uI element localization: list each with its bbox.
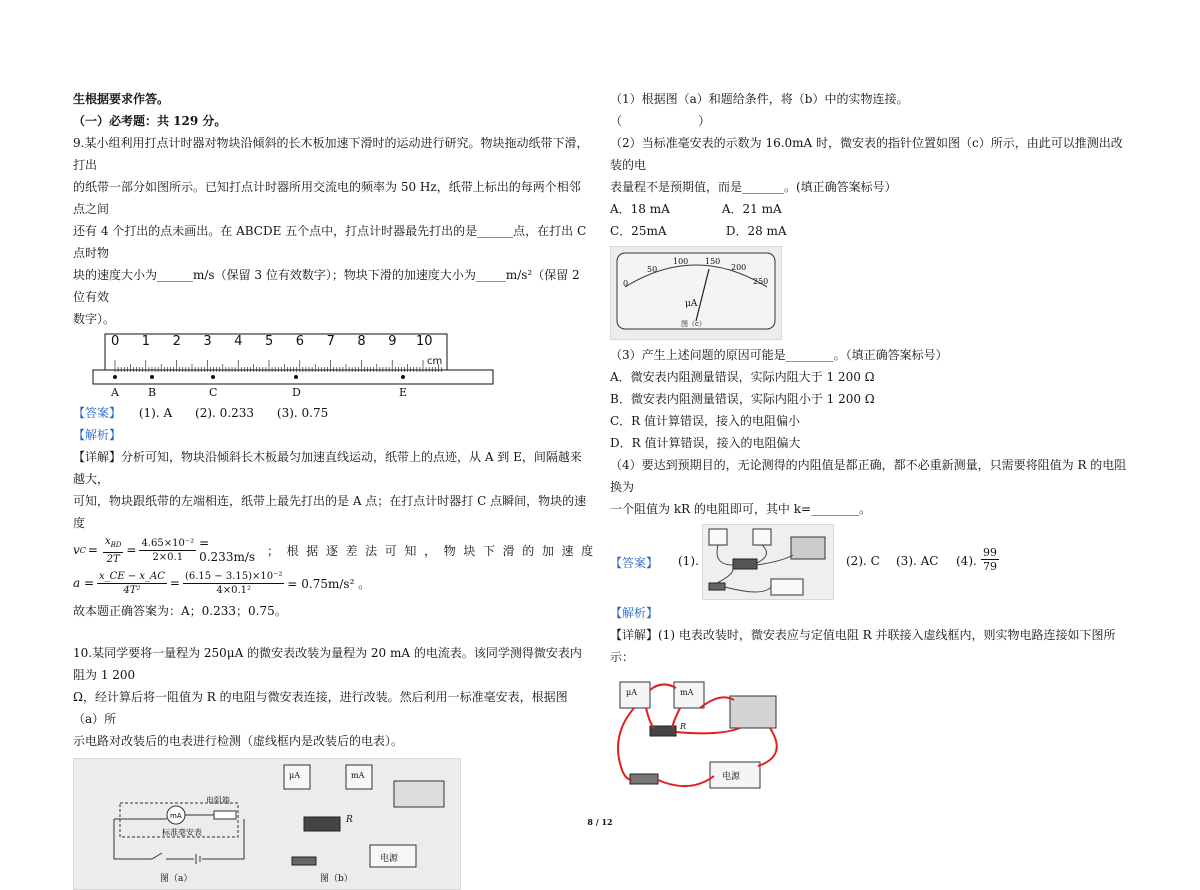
tape-dot-A xyxy=(113,375,117,379)
red-circuit-resistor: R xyxy=(680,722,687,731)
tape-point-A: A xyxy=(111,386,119,399)
q9-answer-tag: 【答案】 xyxy=(73,406,122,420)
q10-line-2: Ω，经计算后将一阻值为 R 的电阻与微安表连接，进行改装。然后利用一标准毫安表，根据图（a）所 xyxy=(73,690,568,726)
ruler-number-1: 1 xyxy=(141,334,151,349)
left-column xyxy=(73,88,594,890)
ruler-number-4: 4 xyxy=(234,334,243,349)
q9-line-1: 9.某小组利用打点计时器对物块沿倾斜的长木板加速下滑时的运动进行研究。物块拖动纸带下滑，打出 xyxy=(73,136,589,172)
dial-num-250: 250 xyxy=(753,277,769,286)
tape-point-B: B xyxy=(148,386,157,399)
answer-2: (2). C xyxy=(846,554,880,568)
fig-b-microammeter: μA xyxy=(289,771,300,780)
dial-unit: μA xyxy=(685,299,698,309)
fig-b-milliammeter: mA xyxy=(351,771,365,780)
tape-point-E: E xyxy=(399,386,408,399)
answer-1: (1). xyxy=(678,554,699,568)
fig-b-power-label: 电源 xyxy=(380,854,399,864)
q10-part1: （1）根据图（a）和题给条件，将（b）中的实物连接。 xyxy=(610,92,909,106)
ruler-number-0: 0 xyxy=(111,334,120,349)
right-column xyxy=(610,88,1130,794)
q9-line-5: 数字）。 xyxy=(73,312,116,326)
dial-caption: 图（c） xyxy=(681,320,706,328)
figure-c-dial xyxy=(610,246,782,340)
red-circuit-microammeter: μA xyxy=(626,688,637,697)
ruler-number-7: 7 xyxy=(326,334,335,349)
answer-row xyxy=(610,524,1130,602)
q9-detail-1: 【详解】分析可知，物块沿倾斜长木板最匀加速直线运动，纸带上的点迹，从 A 到 E，间隔越来越大， xyxy=(73,450,582,486)
q10-part2-line2: 表量程不是预期值，而是_______。(填正确答案标号） xyxy=(610,180,897,194)
q3-option-c: C．R 值计算错误，接入的电阻偏小 xyxy=(610,414,801,428)
ruler-number-9: 9 xyxy=(388,334,397,349)
q10-part2-line1: （2）当标准毫安表的示数为 16.0mA 时，微安表的指针位置如图（c）所示，由此可以推测出改装的电 xyxy=(610,136,1123,172)
ruler-number-10: 10 xyxy=(416,334,433,349)
answer-4: (4). xyxy=(956,554,977,568)
q10-part3: （3）产生上述问题的原因可能是________。（填正确答案标号） xyxy=(610,348,948,362)
red-circuit-svg xyxy=(610,676,790,794)
answer-tag: 【答案】 xyxy=(610,556,659,570)
dial-num-50: 50 xyxy=(647,265,658,274)
fig-a-resistor-box-label: 电阻箱 xyxy=(206,796,230,805)
q3-option-b: B．微安表内阻测量错误，实际内阻小于 1 200 Ω xyxy=(610,392,875,406)
q3-option-d: D．R 值计算错误，接入的电阻偏大 xyxy=(610,436,801,450)
q2-options-row-1: A．18 mA A．21 mA xyxy=(610,202,782,216)
vc-frac-1: $\frac{x_{BD}}{2T}$ xyxy=(104,535,122,565)
dial-num-100: 100 xyxy=(673,257,689,266)
dial-num-0: 0 xyxy=(623,279,629,288)
vc-equation: v C = $\frac{x_{BD}}{2T}$ = $\frac{\text{4.65×10⁻²}}{2\times 0.1}$ = 0.233m/s ； 根 据 逐 差 法 可 知 ， 物 块 下 滑 的 加 速 度 xyxy=(73,535,594,565)
red-circuit-power: 电源 xyxy=(722,772,741,782)
q9-conclusion: 故本题正确答案为：A；0.233；0.75。 xyxy=(73,604,287,618)
q10-part4-line1: （4）要达到预期目的，无论测得的内阻值是都正确，都不必重新测量，只需要将阻值为 R 的电阻换为 xyxy=(610,458,1127,494)
q9-answer-text: (1). A (2). 0.233 (3). 0.75 xyxy=(138,406,329,420)
tape-dot-E xyxy=(401,375,405,379)
fig-b-resistor-label: R xyxy=(346,815,353,825)
q10-line-3: 示电路对改装后的电表进行检测（虚线框内是改装后的电表）。 xyxy=(73,734,404,748)
ruler-figure xyxy=(73,332,591,406)
tape-dot-C xyxy=(211,375,215,379)
svg-text:mA: mA xyxy=(170,812,182,820)
tape-dot-B xyxy=(150,375,154,379)
ruler-number-2: 2 xyxy=(172,334,181,349)
ruler-number-6: 6 xyxy=(295,334,305,349)
ruler-number-8: 8 xyxy=(357,334,366,349)
ruler-unit: cm xyxy=(427,356,443,367)
answer-circuit-svg xyxy=(703,525,833,599)
right-analysis-tag: 【解析】 xyxy=(610,606,659,620)
answer-3: (3). AC xyxy=(896,554,939,568)
q9-line-2: 的纸带一部分如图所示。已知打点计时器所用交流电的频率为 50 Hz，纸带上标出的每两个相邻点之间 xyxy=(73,180,581,216)
right-detail-1: 【详解】(1) 电表改装时，微安表应与定值电阻 R 并联接入虚线框内，则实物电路连接如下图所示： xyxy=(610,628,1116,664)
tape-dot-D xyxy=(294,375,298,379)
fig-a-meter-label: 标准毫安表 xyxy=(162,828,202,837)
fig-b-caption: 图（b） xyxy=(320,874,353,884)
intro-line: 生根据要求作答。 xyxy=(73,92,170,106)
red-circuit-figure xyxy=(610,676,790,794)
tape-point-D: D xyxy=(292,386,301,399)
q9-detail-2: 可知，物块跟纸带的左端相连，纸带上最先打出的是 A 点；在打点计时器打 C 点瞬间，物块的速度 xyxy=(73,494,587,530)
red-circuit-milliammeter: mA xyxy=(680,688,694,697)
dial-num-150: 150 xyxy=(705,257,721,266)
section-title: （一）必考题：共 129 分。 xyxy=(73,114,227,128)
a-frac-1: $\frac{x\_CE - x\_AC}{\text{4T²}}$ xyxy=(99,570,165,596)
answer-4-fraction: $\frac{99}{79}$ xyxy=(983,546,997,573)
q10-part1-blank: （ ） xyxy=(610,114,711,128)
q2-options-row-2: C．25mA D．28 mA xyxy=(610,224,787,238)
answer-circuit-image xyxy=(702,524,834,600)
q3-option-a: A．微安表内阻测量错误，实际内阻大于 1 200 Ω xyxy=(610,370,875,384)
q9-analysis-tag: 【解析】 xyxy=(73,428,122,442)
q9-line-4: 块的速度大小为______m/s（保留 3 位有效数字）；物块下滑的加速度大小为_____m/s²（保留 2 位有效 xyxy=(73,268,580,304)
dial-num-200: 200 xyxy=(731,263,747,272)
a-equation: a = $\frac{x\_CE - x\_AC}{\text{4T²}}$ = $\frac{\text{(6.15 − 3.15)×10⁻²}}{\text{4×0.1²}}$ = 0.75m/s² 。 xyxy=(73,570,371,596)
q10-line-1: 10.某同学要将一量程为 250μA 的微安表改装为量程为 20 mA 的电流表。该同学测得微安表内阻为 1 200 xyxy=(73,646,582,682)
fig-a-caption: 图（a） xyxy=(160,874,193,884)
q10-part4-line2: 一个阻值为 kR 的电阻即可，其中 k=________。 xyxy=(610,502,872,516)
tape-point-C: C xyxy=(209,386,218,399)
page-number: 8 / 12 xyxy=(587,817,613,827)
ruler-number-3: 3 xyxy=(203,334,212,349)
q9-line-3: 还有 4 个打出的点未画出。在 ABCDE 五个点中，打点计时器最先打出的是______点，在打出 C 点时物 xyxy=(73,224,587,260)
a-frac-2: $\frac{\text{(6.15 − 3.15)×10⁻²}}{\text{4×0.1²}}$ xyxy=(184,570,283,596)
ruler-number-5: 5 xyxy=(265,334,274,349)
vc-frac-2: $\frac{\text{4.65×10⁻²}}{2\times 0.1}$ xyxy=(141,537,195,563)
